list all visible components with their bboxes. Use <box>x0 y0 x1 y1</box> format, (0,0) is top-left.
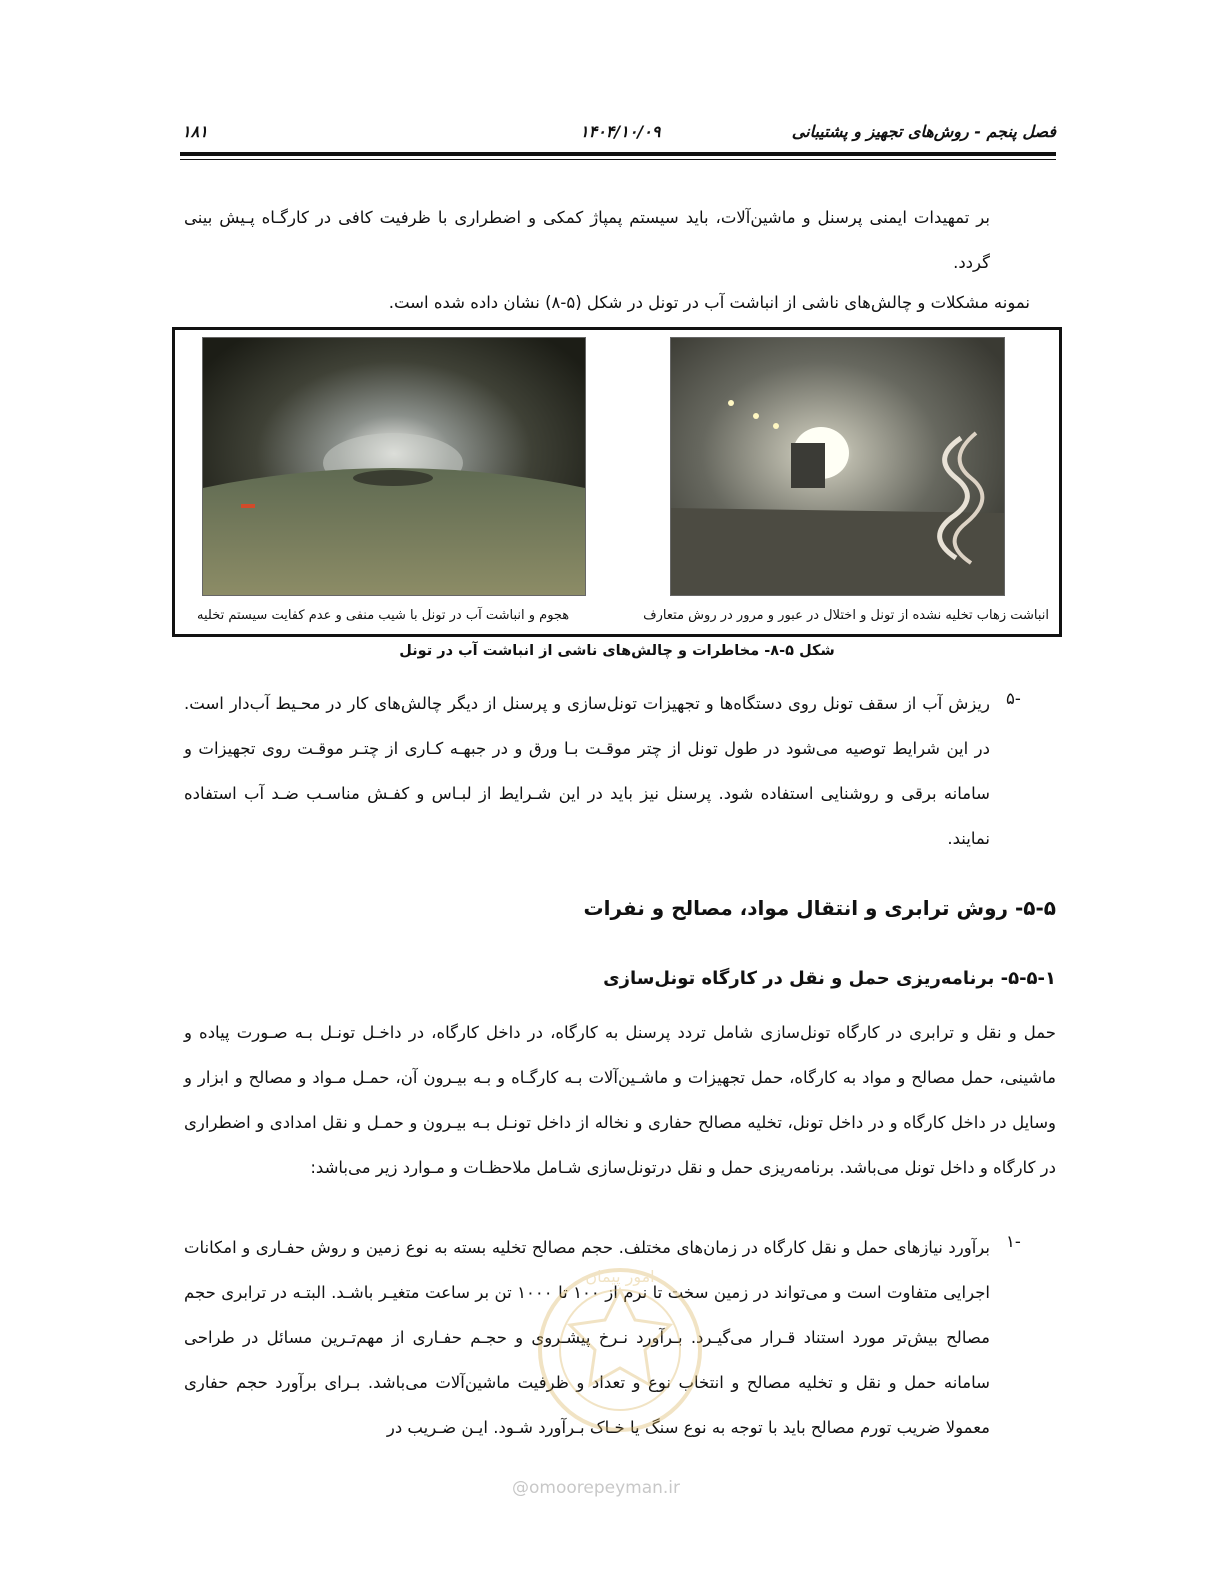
list-item-5-text: ریزش آب از سقف تونل روی دستگاه‌ها و تجهیزات تونل‌سازی و پرسنل از دیگر چالش‌های کار در محـیط آب‌دار است. در این شرایط توصیه می‌شود در طول تونل از چتر موقـت بـا ورق و در جبهـه کـاری از چتـر موقـت روی تجهیزات و سامانه برقی و روشنایی استفاده شود. پرسنل نیز باید در این شـرایط از لبـاس و کفـش مناسـب ضـد آب استفاده نمایند. <box>184 694 990 848</box>
figure-reference-sentence: نمونه مشکلات و چالش‌های ناشی از انباشت آب در تونل در شکل (۵-۸) نشان داده شده است. <box>388 293 1030 312</box>
list-number-5: -۵ <box>1006 689 1021 708</box>
running-header <box>180 118 1056 148</box>
intro-paragraph: بر تمهیدات ایمنی پرسنل و ماشین‌آلات، باید سیستم پمپاژ کمکی و اضطراری با ظرفیت کافی در کارگـاه پـیش بینی گردد. <box>184 208 990 272</box>
caption-right-photo: انباشت زهاب تخلیه نشده از تونل و اختلال در عبور و مرور در روش متعارف <box>643 608 1049 623</box>
caption-left-photo: هجوم و انباشت آب در تونل با شیب منفی و عدم کفایت سیستم تخلیه <box>197 608 570 623</box>
flooded-tunnel-photo <box>202 337 586 596</box>
header-date: ۱۴۰۴/۱۰/۰۹ <box>580 122 661 141</box>
watermark-logo-text: امور پیمان <box>585 1267 655 1286</box>
figure-title: شکل ۵-۸- مخاطرات و چالش‌های ناشی از انباشت آب در تونل <box>399 643 835 659</box>
drainage-tunnel-photo <box>670 337 1005 596</box>
list-item-1-text: برآورد نیازهای حمل و نقل کارگاه در زمان‌های مختلف. حجم مصالح تخلیه بسته به نوع زمین و روش حفـاری و امکانات اجرایی متفاوت است و می‌تواند در زمین سخت تا نرم از ۱۰۰ تا ۱۰۰۰ تن بر ساعت متغیـر باشـد. البتـه در ترابری حجم مصالح بیش‌تر مورد استناد قـرار می‌گیـرد. بـرآورد نـرخ پیشـروی و حجـم حفـاری از مهم‌تـرین مسائل در طراحی سامانه حمل و نقل و تخلیه مصالح و انتخاب نوع و تعداد و ظرفیت ماشین‌آلات می‌باشد. بـرای برآورد حجم حفاری معمولا ضریب تورم مصالح باید با توجه به نوع سنگ یا خـاک بـرآورد شـود. ایـن ضـریب در <box>184 1238 990 1437</box>
watermark-text: @omoorepeyman.ir <box>512 1478 681 1498</box>
header-rule-thin <box>180 159 1056 160</box>
section-heading: ۵-۵- روش ترابری و انتقال مواد، مصالح و نفرات <box>583 896 1056 920</box>
chapter-title: فصل پنجم - روش‌های تجهیز و پشتیبانی <box>791 122 1056 141</box>
list-number-1: -۱ <box>1006 1232 1021 1251</box>
watermark-logo <box>500 1250 740 1450</box>
figure-frame <box>172 327 1062 637</box>
body-paragraph: حمل و نقل و ترابری در کارگاه تونل‌سازی شامل تردد پرسنل به کارگاه، در داخل کارگاه، در داخـل تونـل بـه صـورت پیاده و ماشینی، حمل مصالح و مواد به کارگاه، حمل تجهیزات و ماشـین‌آلات بـه کارگـاه و بـه بیـرون آن، حمـل مـواد و مصالح و ابزار و وسایل در داخل کارگاه و در داخل تونل، تخلیه مصالح حفاری و نخاله از داخل تونـل بـه بیـرون و حمـل و نقل امدادی و اضطراری در کارگاه و داخل تونل می‌باشد. برنامه‌ریزی حمل و نقل درتونل‌سازی شـامل ملاحظـات و مـوارد زیر می‌باشد: <box>184 1023 1056 1177</box>
header-rule-thick <box>180 152 1056 156</box>
page-number: ۱۸۱ <box>182 122 208 141</box>
subsection-heading: ۵-۵-۱- برنامه‌ریزی حمل و نقل در کارگاه تونل‌سازی <box>603 968 1056 989</box>
